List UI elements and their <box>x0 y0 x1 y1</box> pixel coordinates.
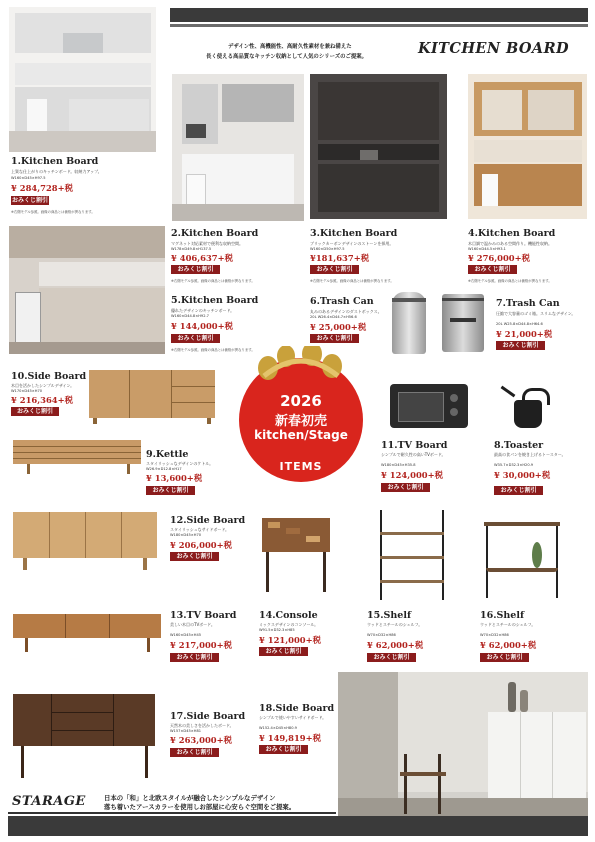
item-7-photo <box>436 288 490 356</box>
footer-text-2: 落ち着いたアースカラーを使用しお部屋に心安らぐ空間をご提案。 <box>104 803 296 811</box>
item-14-price: ¥ 121,000+税 <box>259 635 322 645</box>
item-1-photo <box>9 7 156 152</box>
item-4-desc: 木目調で温かみのある空間作り。機能性収納。 <box>468 241 552 246</box>
item-11-price: ¥ 13,600+税 <box>146 473 203 483</box>
header-heading: KITCHEN BOARD <box>418 40 569 57</box>
item-8-omikuji-button[interactable]: おみくじ割引 <box>381 483 430 492</box>
item-18-price: ¥ 149,819+税 <box>259 733 322 743</box>
item-16-desc: ウッドとスチールのシェルフ。 <box>480 622 536 627</box>
item-18-desc: シンプルで使いやすいサイドボード。 <box>259 715 327 720</box>
item-12-desc: スタイリッシュなサイドボード。 <box>170 527 230 532</box>
item-5-note: ※右側モデル参照。画像の商品とは価格が異なります。 <box>171 348 255 352</box>
item-3-dims: W160×D50×H97.5 <box>310 247 345 251</box>
item-3-omikuji-button[interactable]: おみくじ割引 <box>310 265 359 274</box>
item-14-dims: W91.5×D32.3×H85 <box>259 628 295 632</box>
footer-label: STARAGE <box>12 794 86 809</box>
item-8-dims: W180×D45×H35.8 <box>381 463 416 467</box>
item-3-title: 3.Kitchen Board <box>310 228 398 239</box>
item-7-dims: 20L W25.8×D44.8×H64.6 <box>496 322 543 326</box>
item-1-note: ※右側モデル参照。画像の商品とは価格が異なります。 <box>11 210 95 214</box>
item-12-dims: W180×D45×H70 <box>170 533 202 537</box>
item-4-dims: W160×D44.5×H93.1 <box>468 247 506 251</box>
item-11-photo <box>9 432 145 476</box>
item-10-desc: 木目を活かしたシンプルデザイン。 <box>11 383 75 388</box>
item-10-dims: W170×D45×H70 <box>11 389 43 393</box>
item-4-title: 4.Kitchen Board <box>468 228 556 239</box>
item-17-price: ¥ 263,000+税 <box>170 735 233 745</box>
item-11-dims: W26.9×D12.8×H17 <box>146 467 182 471</box>
item-3-desc: ブリックカーボンデザインのストーンを採用。 <box>310 241 394 246</box>
header-tagline-1: デザイン性、高機能性、高耐久性素材を兼ね備えた <box>228 44 352 50</box>
item-2-dims: W178×D49.8×H137.5 <box>171 247 212 251</box>
item-5-photo <box>9 226 165 354</box>
item-5-omikuji-button[interactable]: おみくじ割引 <box>171 334 220 343</box>
item-2-note: ※右側モデル参照。画像の商品とは価格が異なります。 <box>171 279 255 283</box>
item-4-note: ※右側モデル参照。画像の商品とは価格が異なります。 <box>468 279 552 283</box>
item-16-price: ¥ 62,000+税 <box>480 640 537 650</box>
item-14-title: 14.Console <box>259 610 318 621</box>
item-7-desc: 圧縮で大容量のゴミ箱。スリムなデザイン。 <box>496 311 576 316</box>
item-10-price: ¥ 216,364+税 <box>11 395 74 405</box>
item-16-title: 16.Shelf <box>480 610 525 621</box>
item-18-omikuji-button[interactable]: おみくじ割引 <box>259 745 308 754</box>
item-9-price: ¥ 30,000+税 <box>494 470 551 480</box>
item-11-title: 9.Kettle <box>146 449 189 460</box>
item-14-omikuji-button[interactable]: おみくじ割引 <box>259 647 308 656</box>
item-13-dims: W160×D45×H45 <box>170 633 202 637</box>
item-18-title: 18.Side Board <box>259 703 335 714</box>
item-1-price: ¥ 284,728+税 <box>11 183 74 193</box>
item-11-desc: スタイリッシュなデザインのケトル。 <box>146 461 214 466</box>
item-3-photo <box>310 74 447 219</box>
item-6-omikuji-button[interactable]: おみくじ割引 <box>310 334 359 343</box>
item-6-desc: 丸みのあるデザインのダストボックス。 <box>310 309 382 314</box>
item-13-desc: 美しい木目のTVボード。 <box>170 622 215 627</box>
item-13-price: ¥ 217,000+税 <box>170 640 233 650</box>
item-15-title: 15.Shelf <box>367 610 412 621</box>
item-14-photo <box>256 512 336 594</box>
item-12-title: 12.Side Board <box>170 515 246 526</box>
item-17-dims: W157×D45×H81 <box>170 729 202 733</box>
item-17-title: 17.Side Board <box>170 711 246 722</box>
item-12-price: ¥ 206,000+税 <box>170 540 233 550</box>
item-5-dims: W160×D44.8×H92.7 <box>171 314 209 318</box>
item-2-title: 2.Kitchen Board <box>171 228 259 239</box>
item-3-note: ※右側モデル参照。画像の商品とは価格が異なります。 <box>310 279 394 283</box>
footer-underline <box>8 812 336 814</box>
item-8-title: 11.TV Board <box>381 440 448 451</box>
item-11-omikuji-button[interactable]: おみくじ割引 <box>146 486 195 495</box>
item-2-desc: マグネット対応素材で便利な収納空間。 <box>171 241 243 246</box>
item-7-omikuji-button[interactable]: おみくじ割引 <box>496 341 545 350</box>
item-5-price: ¥ 144,000+税 <box>171 321 234 331</box>
header-tagline-2: 長く使える高品質なキッチン収納として人気のシリーズのご提案。 <box>206 54 368 60</box>
item-7-title: 7.Trash Can <box>496 298 560 309</box>
item-1-dims: W160×D45×H97.5 <box>11 176 46 180</box>
header-bar <box>170 8 588 22</box>
item-10-omikuji-button[interactable]: おみくじ割引 <box>11 407 59 416</box>
item-17-desc: 天然木の美しさを活かしたボード。 <box>170 723 234 728</box>
item-6-title: 6.Trash Can <box>310 296 374 307</box>
item-9-omikuji-button[interactable]: おみくじ割引 <box>494 486 543 495</box>
item-7-price: ¥ 21,000+税 <box>496 329 553 339</box>
item-9-photo <box>500 382 554 432</box>
item-16-dims: W70×D32×H86 <box>480 633 509 637</box>
item-13-omikuji-button[interactable]: おみくじ割引 <box>170 653 219 662</box>
item-2-photo <box>172 74 304 221</box>
footer-bar <box>8 816 588 836</box>
item-18-dims: W152.4×D45×H80.9 <box>259 726 297 730</box>
item-16-omikuji-button[interactable]: おみくじ割引 <box>480 653 529 662</box>
item-17-photo <box>9 690 159 780</box>
item-8-price: ¥ 124,000+税 <box>381 470 444 480</box>
item-16-photo <box>476 512 568 600</box>
item-4-price: ¥ 276,000+税 <box>468 253 531 263</box>
item-4-photo <box>468 74 587 219</box>
item-1-desc: 上質な仕上がりのキッチンボード。収納力アップ。 <box>11 169 102 174</box>
item-15-omikuji-button[interactable]: おみくじ割引 <box>367 653 416 662</box>
item-3-price: ¥181,637+税 <box>310 253 370 263</box>
item-9-dims: W35.7×D32.3×H20.9 <box>494 463 534 467</box>
item-8-desc: シンプルで耐久性の高いTVボード。 <box>381 452 446 457</box>
footer-text-1: 日本の「和」と北欧スタイルが融合したシンプルなデザイン <box>104 794 276 802</box>
badge-line-3: ITEMS <box>279 460 323 473</box>
item-9-desc: 最高の食パンを焼き上げるトースター。 <box>494 452 566 457</box>
item-12-photo <box>9 508 161 572</box>
item-6-photo <box>386 288 432 356</box>
item-15-price: ¥ 62,000+税 <box>367 640 424 650</box>
item-1-omikuji-button[interactable]: おみくじ割引 <box>11 197 48 204</box>
item-5-title: 5.Kitchen Board <box>171 295 259 306</box>
item-15-desc: ウッドとスチールのシェルフ。 <box>367 622 423 627</box>
item-14-desc: ミックスデザインのコンソール。 <box>259 622 319 627</box>
badge-line-1: 新春初売 <box>274 414 327 429</box>
badge-line-2: kitchen/Stage <box>254 428 348 442</box>
item-6-dims: 20L W26.4×D44.7×H56.6 <box>310 315 357 319</box>
item-17-omikuji-button[interactable]: おみくじ割引 <box>170 748 219 757</box>
item-18-photo <box>338 672 588 836</box>
item-2-price: ¥ 406,637+税 <box>171 253 234 263</box>
item-15-dims: W70×D32×H86 <box>367 633 396 637</box>
badge-year: 2026 <box>280 392 322 410</box>
item-12-omikuji-button[interactable]: おみくじ割引 <box>170 552 219 561</box>
item-13-photo <box>9 606 165 656</box>
header-bar-stripe <box>170 24 588 27</box>
item-10-title: 10.Side Board <box>11 371 87 382</box>
item-1-title: 1.Kitchen Board <box>11 156 99 167</box>
item-9-title: 8.Toaster <box>494 440 544 451</box>
item-4-omikuji-button[interactable]: おみくじ割引 <box>468 265 517 274</box>
item-15-photo <box>370 506 454 602</box>
item-10-photo <box>85 366 219 426</box>
item-5-desc: 優れたデザインのキッチンボード。 <box>171 308 235 313</box>
item-6-price: ¥ 25,000+税 <box>310 322 367 332</box>
item-2-omikuji-button[interactable]: おみくじ割引 <box>171 265 220 274</box>
item-13-title: 13.TV Board <box>170 610 237 621</box>
item-8-photo <box>384 376 476 434</box>
